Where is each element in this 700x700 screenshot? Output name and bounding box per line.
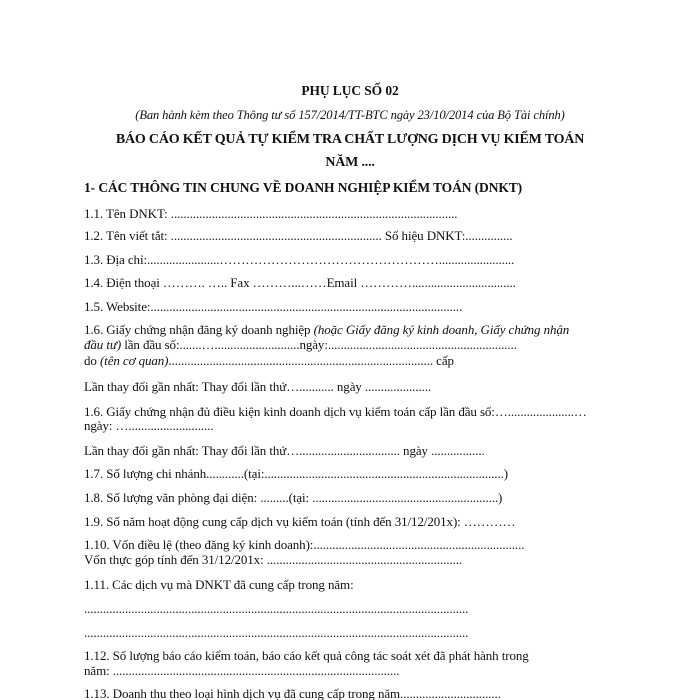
field-rep-offices: 1.8. Số lượng văn phòng đại diện: .........(tại: ...........................................................) xyxy=(84,490,503,505)
business-cert-issued: .................................................................................... cấp xyxy=(168,353,454,368)
report-title: BÁO CÁO KẾT QUẢ TỰ KIỂM TRA CHẤT LƯỢNG DỊCH VỤ KIỂM TOÁN xyxy=(115,132,585,147)
field-eligibility-cert-line2: ngày: …........................... xyxy=(84,418,214,433)
field-phone-fax-email: 1.4. Điện thoại ………. ….. Fax ………...……Email …………................................. xyxy=(84,275,516,290)
field-paid-capital: Vốn thực góp tính đến 31/12/201x: .............................................................. xyxy=(84,552,463,567)
issued-by-note: (Ban hành kèm theo Thông tư số 157/2014/TT-BTC ngày 23/10/2014 của Bộ Tài chính) xyxy=(135,108,565,122)
field-business-cert-line3 xyxy=(84,353,454,368)
business-cert-label: 1.6. Giấy chứng nhận đăng ký doanh nghiệp xyxy=(84,322,314,337)
report-year: NĂM .... xyxy=(325,155,375,170)
business-cert-issuer-prefix: do xyxy=(84,353,100,368)
business-cert-number: lần đầu số:.......…...........................ngày:............................................................ xyxy=(121,337,517,352)
field-branches: 1.7. Số lượng chi nhánh............(tại:............................................................................) xyxy=(84,466,508,481)
field-business-cert-change: Lần thay đổi gần nhất: Thay đổi lần thứ…........... ngày ..................... xyxy=(84,379,432,394)
field-website: 1.5. Website:................................................................................................... xyxy=(84,299,463,314)
business-cert-alt-cont: đầu tư) xyxy=(84,337,122,352)
field-services-blank-1: .......................................................................................................................... xyxy=(84,601,469,616)
field-eligibility-cert-line1: 1.6. Giấy chứng nhận đủ điều kiện kinh doanh dịch vụ kiểm toán cấp lần đầu số:….....................… xyxy=(84,404,587,419)
field-eligibility-cert-change: Lần thay đổi gần nhất: Thay đổi lần thứ…................................ ngày ................. xyxy=(84,443,485,458)
field-charter-capital: 1.10. Vốn điều lệ (theo đăng ký kinh doanh):................................................................... xyxy=(84,537,525,552)
field-revenue: 1.13. Doanh thu theo loại hình dịch vụ đã cung cấp trong năm................................ xyxy=(84,686,501,700)
field-business-cert-line2 xyxy=(84,337,517,352)
field-services-blank-2: .......................................................................................................................... xyxy=(84,625,469,640)
field-address: 1.3. Địa chỉ:.......................……………………………………………........................ xyxy=(84,252,515,267)
field-business-cert-line1 xyxy=(84,322,569,337)
field-reports-count-line2: năm: ........................................................................................... xyxy=(84,663,400,678)
appendix-title: PHỤ LỤC SỐ 02 xyxy=(301,83,399,98)
section-heading: 1- CÁC THÔNG TIN CHUNG VỀ DOANH NGHIỆP KIỂM TOÁN (DNKT) xyxy=(84,180,523,195)
business-cert-alt: (hoặc Giấy đăng ký kinh doanh, Giấy chứng nhận xyxy=(313,322,570,337)
field-abbreviation: 1.2. Tên viết tắt: ................................................................... Số hiệu DNKT:............... xyxy=(84,228,513,243)
field-reports-count-line1: 1.12. Số lượng báo cáo kiểm toán, báo cáo kết quả công tác soát xét đã phát hành trong xyxy=(84,648,529,663)
field-dnkt-name: 1.1. Tên DNKT: ........................................................................................... xyxy=(84,206,458,221)
field-services: 1.11. Các dịch vụ mà DNKT đã cung cấp trong năm: xyxy=(84,577,354,592)
business-cert-issuer: (tên cơ quan) xyxy=(99,353,169,368)
field-years-operating: 1.9. Số năm hoạt động cung cấp dịch vụ kiểm toán (tính đến 31/12/201x): ………… xyxy=(84,514,516,529)
